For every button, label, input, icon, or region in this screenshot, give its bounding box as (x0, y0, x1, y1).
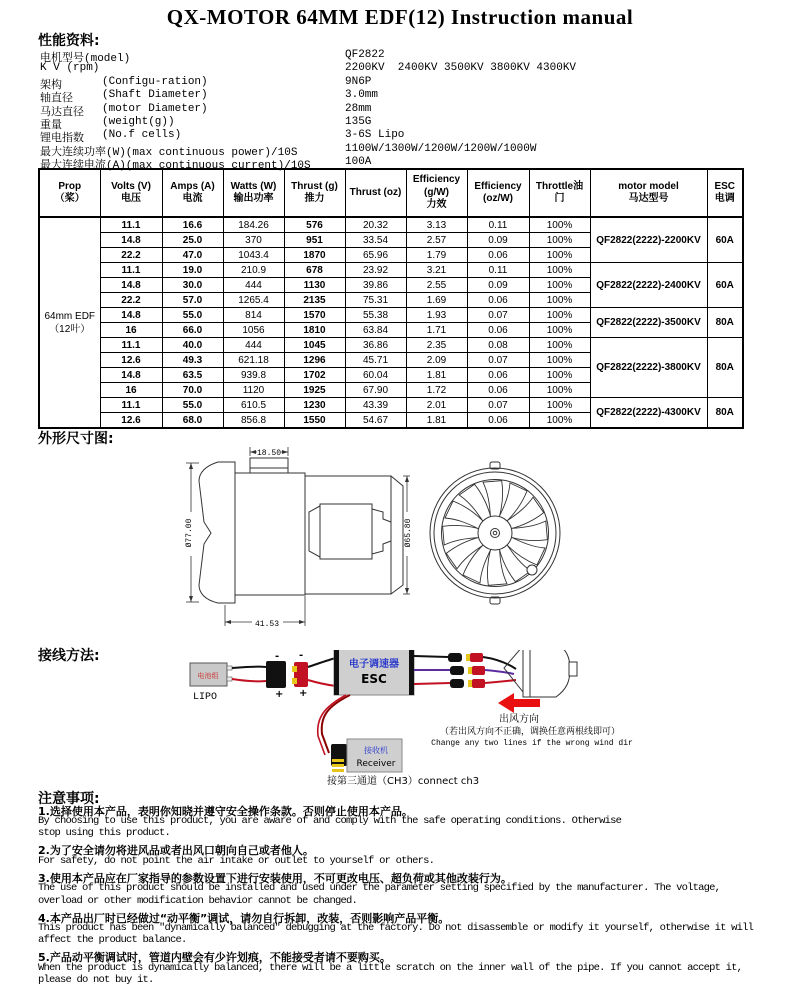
spec-value: 135G (345, 115, 372, 128)
spec-value: 100A (345, 156, 372, 169)
data-cell: 1130 (284, 278, 345, 293)
data-cell: 66.0 (162, 323, 223, 338)
table-row (39, 263, 743, 278)
data-cell: 100% (529, 233, 590, 248)
spec-row (40, 49, 760, 65)
data-cell: 1.71 (406, 323, 467, 338)
spec-value: 3-6S Lipo (345, 129, 405, 142)
edf-unit (504, 650, 577, 697)
spec-value: 9N6P (345, 75, 372, 88)
data-cell: 0.09 (467, 278, 529, 293)
data-cell: 100% (529, 263, 590, 278)
data-cell: 54.67 (345, 413, 406, 429)
spec-row (40, 129, 760, 146)
data-cell: 2.01 (406, 398, 467, 413)
data-cell: 100% (529, 308, 590, 323)
data-cell: 0.06 (467, 323, 529, 338)
wiring-note-zh: （若出风方向不正确，调换任意两根线即可） (439, 727, 621, 737)
data-cell: 70.0 (162, 383, 223, 398)
esc-cell: 80A (707, 338, 743, 398)
data-cell: 40.0 (162, 338, 223, 353)
data-cell: 0.06 (467, 413, 529, 429)
data-cell: 100% (529, 323, 590, 338)
table-row (39, 398, 743, 413)
data-cell: 11.1 (100, 217, 162, 233)
motor-wire-connector (472, 679, 485, 688)
motor-model-cell: QF2822(2222)-2400KV (590, 263, 707, 308)
col-header: Thrust (g) 推力 (284, 169, 345, 217)
spec-label: K V (rpm) (40, 62, 100, 75)
section-notes: 注意事项: (38, 791, 100, 807)
col-header: Efficiency (g/W) 力效 (406, 169, 467, 217)
note-line: By choosing to use this product, you are aware of and comply with the safe operating conditions. Otherwise (38, 814, 622, 827)
data-cell: 12.6 (100, 413, 162, 429)
battery-connector (266, 661, 286, 688)
spec-label-en: (Configu-ration) (102, 75, 208, 88)
note-line: 1.选择使用本产品，表明你知晓并遵守安全操作条款。否则停止使用本产品。 (38, 804, 413, 818)
notes-list (38, 800, 768, 986)
data-cell: 55.0 (162, 308, 223, 323)
data-cell: 2.55 (406, 278, 467, 293)
data-cell: 100% (529, 413, 590, 429)
data-cell: 100% (529, 248, 590, 263)
col-header: Throttle油 门 (529, 169, 590, 217)
data-cell: 1570 (284, 308, 345, 323)
plus-sign: + (275, 689, 284, 700)
esc-label-zh: 电子调速器 (349, 659, 399, 670)
data-cell: 678 (284, 263, 345, 278)
side-view (199, 458, 403, 603)
spec-row (40, 142, 760, 159)
receiver-connector (331, 744, 347, 766)
data-cell: 2.09 (406, 353, 467, 368)
note-line: please do not buy it. (38, 974, 154, 987)
data-cell: 444 (223, 278, 284, 293)
note-line: This product has been "dynamically balanced" debugging at the factory. Do not disassemble or modify it yourself, otherwise it will (38, 921, 754, 934)
spec-value: QF2822 (345, 49, 385, 61)
data-cell: 100% (529, 338, 590, 353)
data-cell: 856.8 (223, 413, 284, 429)
data-cell: 1.81 (406, 413, 467, 429)
data-cell: 12.6 (100, 353, 162, 368)
spec-label: 电机型号(model) (40, 53, 131, 65)
note-line: 3.使用本产品应在厂家指导的参数设置下进行安装使用，不可更改电压、超负荷或其他改装行为。 (38, 871, 512, 885)
note-line: When the product is dynamically balanced, there will be a little scratch on the inner wall of the pipe. If you cannot accept it, (38, 961, 743, 974)
note-line: affect the product balance. (38, 934, 187, 947)
duct-body (235, 473, 305, 595)
data-cell: 19.0 (162, 263, 223, 278)
data-cell: 576 (284, 217, 345, 233)
note-line: For safety, do not point the air intake or outlet to yourself or others. (38, 854, 435, 867)
data-cell: 1810 (284, 323, 345, 338)
data-cell: 60.04 (345, 368, 406, 383)
col-header: Watts (W) 输出功率 (223, 169, 284, 217)
spec-label-en: (motor Diameter) (102, 102, 208, 115)
dim-top-label: 18.50 (256, 449, 282, 458)
note-line: 2.为了安全请勿将进风品或者出风口朝向自己或者他人。 (38, 844, 314, 858)
table-row (39, 217, 743, 233)
dim-right-label: Ø65.80 (404, 518, 413, 548)
spec-label: 马达直径 (40, 106, 84, 119)
data-cell: 1925 (284, 383, 345, 398)
data-cell: 939.8 (223, 368, 284, 383)
motor-body (320, 504, 372, 559)
data-cell: 2.35 (406, 338, 467, 353)
data-cell: 0.07 (467, 353, 529, 368)
data-cell: 33.54 (345, 233, 406, 248)
data-cell: 814 (223, 308, 284, 323)
esc-cell: 60A (707, 263, 743, 308)
data-cell: 36.86 (345, 338, 406, 353)
data-cell: 49.3 (162, 353, 223, 368)
motor-rear-cap (372, 509, 391, 554)
motor-model-cell: QF2822(2222)-3500KV (590, 308, 707, 338)
data-cell: 16 (100, 323, 162, 338)
data-cell: 14.8 (100, 278, 162, 293)
airflow-label: 出风方向 (499, 714, 539, 725)
data-cell: 100% (529, 293, 590, 308)
data-cell: 67.90 (345, 383, 406, 398)
note-line: The use of this product should be installed and used under the parameter setting specified by the manufacturer. The voltage, (38, 882, 721, 895)
data-cell: 0.11 (467, 263, 529, 278)
dimension-lines (186, 447, 410, 626)
data-cell: 1.72 (406, 383, 467, 398)
section-wiring: 接线方法: (38, 648, 100, 664)
data-cell: 0.07 (467, 308, 529, 323)
data-cell: 0.08 (467, 338, 529, 353)
data-cell: 55.38 (345, 308, 406, 323)
spec-label-en: (weight(g)) (102, 115, 175, 128)
spec-label: 重量 (40, 119, 62, 132)
performance-table (38, 168, 744, 429)
data-cell: 0.06 (467, 368, 529, 383)
data-cell: 0.11 (467, 217, 529, 233)
section-dimensions: 外形尺寸图: (38, 431, 114, 447)
data-cell: 1.69 (406, 293, 467, 308)
spec-value: 2200KV 2400KV 3500KV 3800KV 4300KV (345, 62, 577, 75)
data-cell: 1230 (284, 398, 345, 413)
data-cell: 1550 (284, 413, 345, 429)
spec-row (40, 75, 760, 92)
note-line: 4.本产品出厂时已经做过“动平衡”调试，请勿自行拆卸，改装，否则影响产品平衡。 (38, 911, 450, 925)
data-cell: 22.2 (100, 293, 162, 308)
data-cell: 43.39 (345, 398, 406, 413)
data-cell: 68.0 (162, 413, 223, 429)
data-cell: 30.0 (162, 278, 223, 293)
motor-model-cell: QF2822(2222)-4300KV (590, 398, 707, 429)
note-line: 5.产品动平衡调试时，管道内壁会有少许划痕，不能接受者请不要购买。 (38, 951, 391, 965)
data-cell: 100% (529, 383, 590, 398)
spec-label-en: (Shaft Diameter) (102, 89, 208, 102)
data-cell: 22.2 (100, 248, 162, 263)
motor-wire-connector (448, 653, 462, 662)
mount-lug (250, 458, 288, 473)
dim-left-label: Ø77.00 (185, 518, 194, 548)
data-cell: 65.96 (345, 248, 406, 263)
data-cell: 3.21 (406, 263, 467, 278)
data-cell: 1.93 (406, 308, 467, 323)
data-cell: 55.0 (162, 398, 223, 413)
wiring-diagram (0, 650, 800, 790)
data-cell: 1.79 (406, 248, 467, 263)
data-cell: 0.09 (467, 233, 529, 248)
ch3-label: 接第三通道（CH3）connect ch3 (327, 776, 480, 787)
col-header: Thrust (oz) (345, 169, 406, 217)
data-cell: 184.26 (223, 217, 284, 233)
col-header: Volts (V) 电压 (100, 169, 162, 217)
note-line: stop using this product. (38, 827, 171, 840)
data-cell: 210.9 (223, 263, 284, 278)
data-cell: 63.5 (162, 368, 223, 383)
data-cell: 100% (529, 368, 590, 383)
dimension-drawing (0, 440, 800, 642)
data-cell: 45.71 (345, 353, 406, 368)
data-cell: 100% (529, 278, 590, 293)
data-cell: 1043.4 (223, 248, 284, 263)
data-cell: 0.06 (467, 383, 529, 398)
data-cell: 100% (529, 217, 590, 233)
spec-label-en: (No.f cells) (102, 129, 182, 142)
inlet-lip (199, 462, 235, 603)
spec-row (40, 102, 760, 119)
wiring-note-en: Change any two lines if the wrong wind dir (431, 739, 633, 748)
spec-label: 架构 (40, 79, 62, 92)
spec-row (40, 62, 760, 75)
data-cell: 47.0 (162, 248, 223, 263)
receiver-label-en: Receiver (356, 759, 396, 769)
data-cell: 951 (284, 233, 345, 248)
table-row (39, 338, 743, 353)
plus-sign: + (299, 688, 308, 699)
data-cell: 14.8 (100, 233, 162, 248)
data-cell: 1120 (223, 383, 284, 398)
data-cell: 1.81 (406, 368, 467, 383)
data-cell: 2.57 (406, 233, 467, 248)
battery-label-en: LIPO (193, 692, 218, 703)
dim-bottom-label: 41.53 (254, 620, 280, 629)
data-cell: 1702 (284, 368, 345, 383)
data-cell: 16 (100, 383, 162, 398)
spec-value: 1100W/1300W/1200W/1200W/1000W (345, 142, 537, 155)
data-cell: 57.0 (162, 293, 223, 308)
data-cell: 20.32 (345, 217, 406, 233)
data-cell: 23.92 (345, 263, 406, 278)
esc-cell: 80A (707, 398, 743, 429)
data-cell: 0.06 (467, 248, 529, 263)
data-cell: 1056 (223, 323, 284, 338)
col-header: motor model 马达型号 (590, 169, 707, 217)
data-cell: 39.86 (345, 278, 406, 293)
data-cell: 75.31 (345, 293, 406, 308)
spec-row (40, 115, 760, 132)
data-cell: 444 (223, 338, 284, 353)
prop-cell: 64mm EDF （12叶） (39, 217, 100, 428)
data-cell: 610.5 (223, 398, 284, 413)
data-cell: 14.8 (100, 368, 162, 383)
data-cell: 370 (223, 233, 284, 248)
spec-label: 最大连续电流(A)(max continuous current)/10S (40, 160, 311, 173)
screw-hole (527, 565, 537, 575)
data-cell: 1265.4 (223, 293, 284, 308)
motor-wire-connector (450, 666, 464, 675)
spec-label: 锂电指数 (40, 133, 84, 146)
spec-value: 3.0mm (345, 89, 379, 102)
data-cell: 25.0 (162, 233, 223, 248)
motor-wire-connector (450, 679, 464, 688)
col-header: Prop （桨） (39, 169, 100, 217)
data-cell: 1296 (284, 353, 345, 368)
data-cell: 16.6 (162, 217, 223, 233)
data-cell: 63.84 (345, 323, 406, 338)
table-header-row (39, 169, 743, 217)
table-row (39, 308, 743, 323)
battery-label-zh: 电池组 (197, 672, 219, 680)
minus-sign: - (299, 650, 304, 661)
data-cell: 14.8 (100, 308, 162, 323)
data-cell: 100% (529, 353, 590, 368)
col-header: Efficiency (oz/W) (467, 169, 529, 217)
data-cell: 100% (529, 398, 590, 413)
motor-wire-connector (472, 666, 485, 675)
col-header: ESC 电调 (707, 169, 743, 217)
data-cell: 0.06 (467, 293, 529, 308)
col-header: Amps (A) 电流 (162, 169, 223, 217)
data-cell: 1870 (284, 248, 345, 263)
data-cell: 621.18 (223, 353, 284, 368)
spec-row (40, 89, 760, 106)
receiver-label-zh: 接收机 (364, 746, 388, 755)
spec-label: 轴直径 (40, 93, 73, 106)
esc-label-en: ESC (361, 672, 387, 686)
data-cell: 11.1 (100, 398, 162, 413)
note-line: overload or other modification behavior cannot be changed. (38, 894, 358, 907)
minus-sign: - (275, 651, 280, 662)
motor-model-cell: QF2822(2222)-3800KV (590, 338, 707, 398)
esc-cell: 60A (707, 217, 743, 263)
data-cell: 11.1 (100, 338, 162, 353)
data-cell: 0.07 (467, 398, 529, 413)
esc-cell: 80A (707, 308, 743, 338)
data-cell: 11.1 (100, 263, 162, 278)
data-cell: 1045 (284, 338, 345, 353)
motor-model-cell: QF2822(2222)-2200KV (590, 217, 707, 263)
spec-label: 最大连续功率(W)(max continuous power)/10S (40, 146, 298, 159)
motor-wire-connector (470, 653, 483, 662)
section-performance: 性能资料: (38, 33, 100, 49)
spec-list (40, 49, 760, 173)
motor-front-cap (309, 506, 320, 557)
data-cell: 3.13 (406, 217, 467, 233)
data-cell: 2135 (284, 293, 345, 308)
spec-value: 28mm (345, 102, 372, 115)
performance-table-wrap (38, 168, 744, 429)
page-title: QX-MOTOR 64MM EDF(12) Instruction manual (166, 5, 634, 29)
